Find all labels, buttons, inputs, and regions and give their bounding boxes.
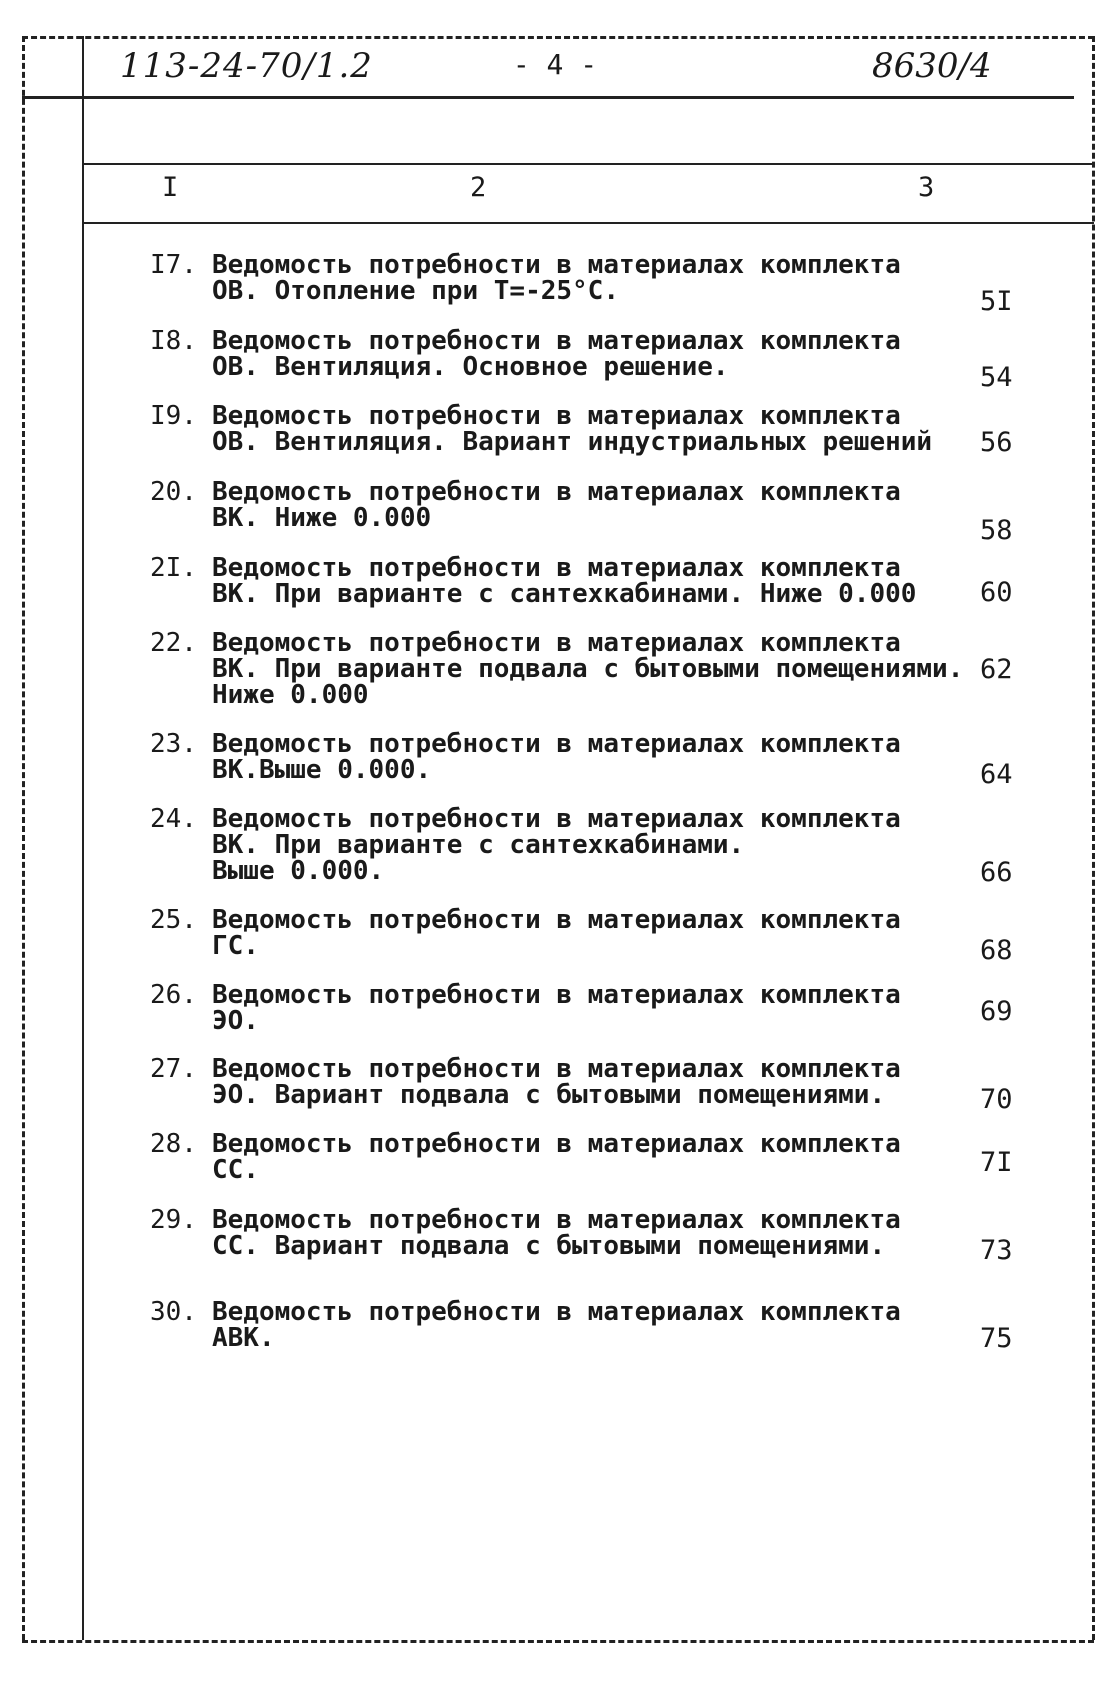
entry-number: 20. <box>150 477 197 507</box>
entry-title: Ведомость потребности в материалах комплекта ЭО. Вариант подвала с бытовыми помещениями. <box>212 1054 901 1110</box>
entry-title: Ведомость потребности в материалах комплекта ВК. Ниже 0.000 <box>212 477 901 533</box>
entry-title: Ведомость потребности в материалах комплекта ВК.Выше 0.000. <box>212 729 901 785</box>
entry-page: 66 <box>980 857 1013 888</box>
inventory-code: 8630/4 <box>872 46 992 86</box>
entry-page: 5I <box>980 286 1013 317</box>
table-top-rule <box>82 163 1094 165</box>
entry-page: 56 <box>980 427 1013 458</box>
entry-page: 54 <box>980 362 1013 393</box>
entry-title: Ведомость потребности в материалах комплекта АВК. <box>212 1297 901 1353</box>
entry-page: 7I <box>980 1147 1013 1178</box>
table-head-rule <box>82 222 1094 224</box>
entry-page: 64 <box>980 759 1013 790</box>
entry-page: 70 <box>980 1084 1013 1115</box>
entry-number: 27. <box>150 1054 197 1084</box>
entry-title: Ведомость потребности в материалах комплекта ОВ. Отопление при Т=-25°С. <box>212 250 901 306</box>
entry-title: Ведомость потребности в материалах комплекта СС. Вариант подвала с бытовыми помещениями. <box>212 1205 901 1261</box>
entry-title: Ведомость потребности в материалах комплекта ВК. При варианте подвала с бытовыми помещениями. Ниже 0.000 <box>212 628 964 710</box>
entry-number: 2I. <box>150 553 197 583</box>
entry-page: 73 <box>980 1235 1013 1266</box>
entry-page: 60 <box>980 577 1013 608</box>
entry-page: 62 <box>980 654 1013 685</box>
entry-title: Ведомость потребности в материалах комплекта ВК. При варианте с сантехкабинами. Ниже 0.000 <box>212 553 917 609</box>
entry-number: I7. <box>150 250 197 280</box>
page-number: - 4 - <box>512 48 598 81</box>
entry-number: 29. <box>150 1205 197 1235</box>
entry-title: Ведомость потребности в материалах комплекта ВК. При варианте с сантехкабинами. Выше 0.000. <box>212 804 901 886</box>
entry-number: I9. <box>150 401 197 431</box>
binding-margin-line <box>82 36 84 1640</box>
entry-title: Ведомость потребности в материалах комплекта ОВ. Вентиляция. Основное решение. <box>212 326 901 382</box>
entry-title: Ведомость потребности в материалах комплекта ОВ. Вентиляция. Вариант индустриальных решений <box>212 401 933 457</box>
column-heading-title: 2 <box>470 172 487 203</box>
entry-number: 26. <box>150 980 197 1010</box>
entry-page: 58 <box>980 515 1013 546</box>
entry-title: Ведомость потребности в материалах комплекта ЭО. <box>212 980 901 1036</box>
entry-page: 69 <box>980 996 1013 1027</box>
entry-page: 75 <box>980 1323 1013 1354</box>
entry-number: 24. <box>150 804 197 834</box>
entry-number: 22. <box>150 628 197 658</box>
entry-number: 30. <box>150 1297 197 1327</box>
frame-bottom-border <box>22 1640 1094 1643</box>
entry-number: 28. <box>150 1129 197 1159</box>
column-heading-number: I <box>162 172 179 203</box>
frame-right-border <box>1092 36 1095 1640</box>
column-heading-page: 3 <box>918 172 935 203</box>
entry-number: 25. <box>150 905 197 935</box>
entry-number: 23. <box>150 729 197 759</box>
frame-left-border <box>22 36 25 1640</box>
entry-title: Ведомость потребности в материалах комплекта ГС. <box>212 905 901 961</box>
entry-number: I8. <box>150 326 197 356</box>
entry-page: 68 <box>980 935 1013 966</box>
frame-top-border <box>22 36 1094 39</box>
header-rule <box>22 96 1074 99</box>
entry-title: Ведомость потребности в материалах комплекта СС. <box>212 1129 901 1185</box>
document-code: 113-24-70/1.2 <box>120 46 373 86</box>
